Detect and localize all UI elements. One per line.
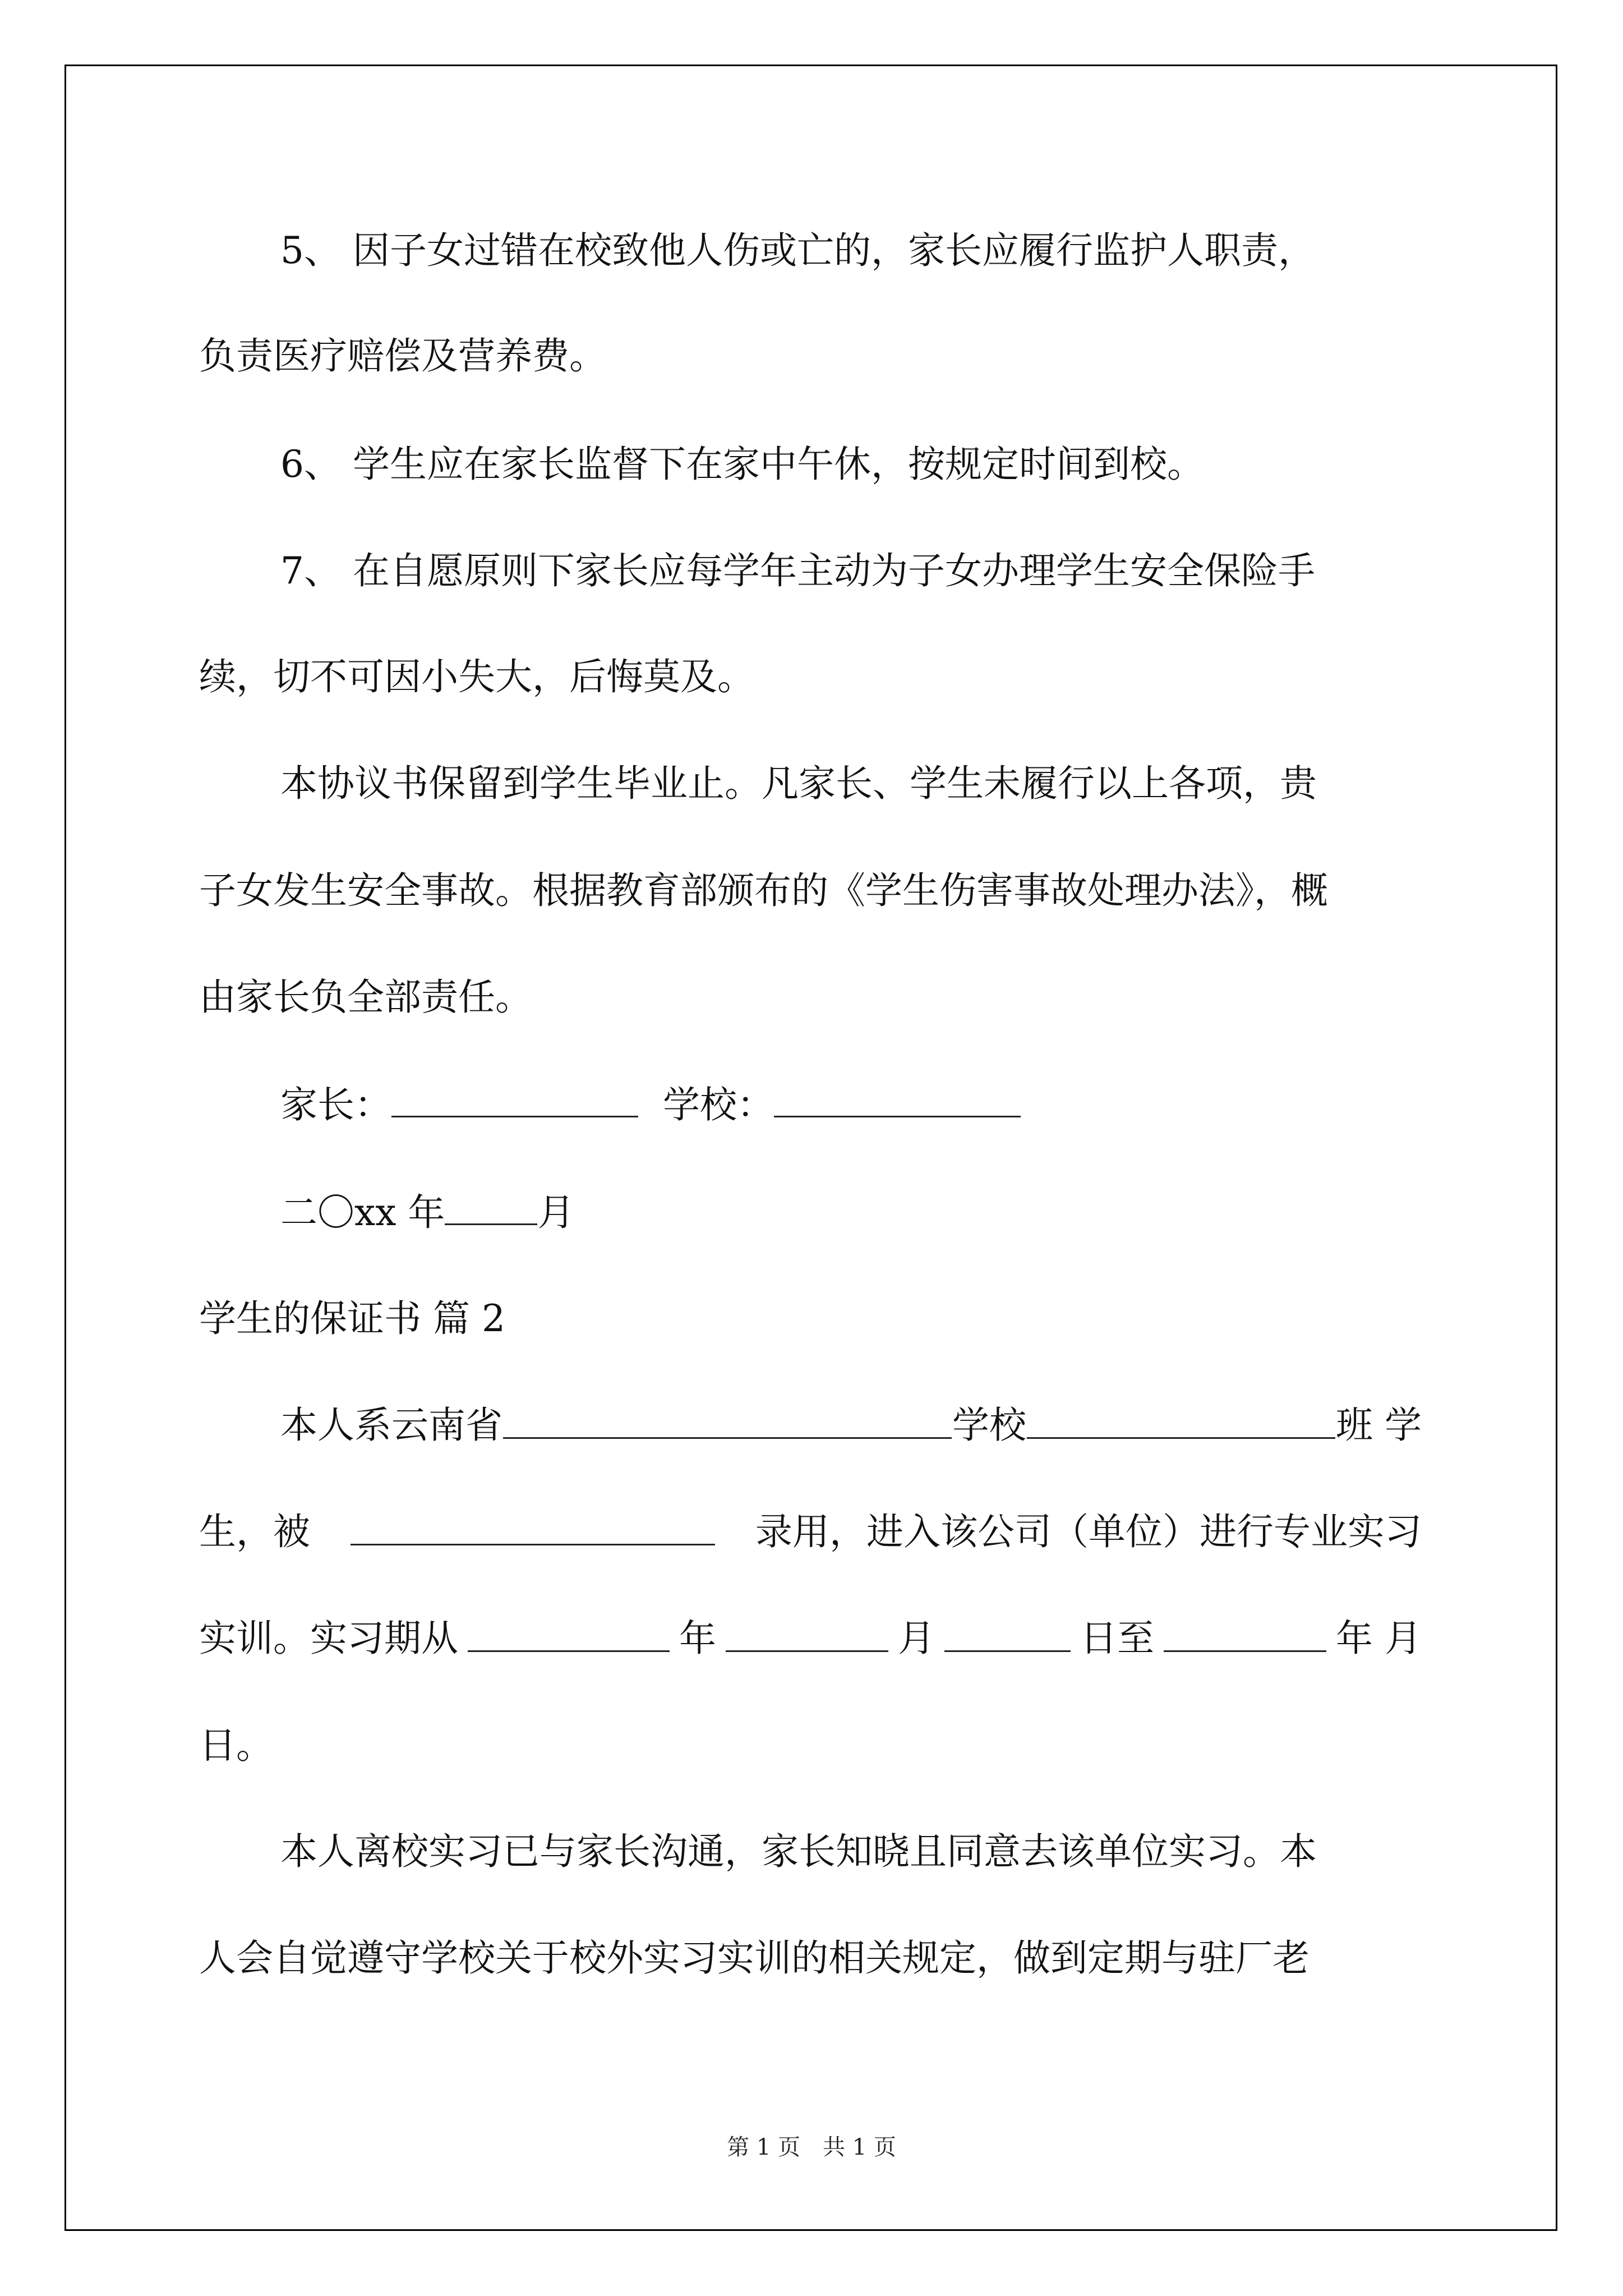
start-year-blank [468, 1620, 670, 1652]
parent-signature-blank [391, 1085, 638, 1117]
end-year-blank [1164, 1620, 1326, 1652]
pledge-line-4: 日。 [199, 1724, 273, 1767]
agreement-line-3: 由家长负全部责任。 [199, 976, 532, 1019]
class-blank [1027, 1407, 1335, 1439]
pledge-period-label: 实训。实习期从 [199, 1617, 458, 1660]
section-title: 学生的保证书 篇 2 [199, 1297, 505, 1340]
agreement-line-1: 本协议书保留到学生毕业止。凡家长、学生未履行以上各项，贵 [280, 762, 1317, 805]
clause-5-line-2: 负责医疗赔偿及营养费。 [199, 334, 606, 378]
pledge-year-label: 年 [679, 1617, 716, 1660]
start-day-blank [944, 1620, 1071, 1652]
pledge-school-label: 学校 [952, 1404, 1026, 1447]
start-month-blank [726, 1620, 888, 1652]
pledge-line-2 [199, 1510, 1422, 1553]
school-name-blank [503, 1407, 952, 1439]
pledge-hired-text: 录用，进入该公司（单位）进行专业实习 [755, 1510, 1422, 1553]
pledge-month-label: 月 [898, 1617, 935, 1660]
signature-line [280, 1085, 1021, 1124]
clause-5-line-1: 5、 因子女过错在校致他人伤或亡的，家长应履行监护人职责， [280, 229, 1315, 272]
clause-6-line-1: 6、 学生应在家长监督下在家中午休，按规定时间到校。 [280, 443, 1204, 486]
parent-label: 家长： [280, 1083, 391, 1126]
date-year: 二〇xx 年 [280, 1191, 445, 1234]
agreement-line-2: 子女发生安全事故。根据教育部颁布的《学生伤害事故处理办法》，概 [199, 869, 1328, 912]
company-blank [351, 1513, 715, 1545]
page-number: 第 1 页 [727, 2134, 800, 2160]
pledge-end-label: 年 月 [1336, 1617, 1422, 1660]
consent-line-1: 本人离校实习已与家长沟通，家长知晓且同意去该单位实习。本 [280, 1830, 1317, 1873]
pledge-line-1 [280, 1404, 1422, 1447]
date-month-blank [445, 1193, 537, 1225]
clause-7-line-2: 续，切不可因小失大，后悔莫及。 [199, 655, 754, 698]
page-footer [0, 2129, 1623, 2161]
consent-line-2: 人会自觉遵守学校关于校外实习实训的相关规定，做到定期与驻厂老 [199, 1936, 1310, 1980]
page-total: 共 1 页 [823, 2134, 896, 2160]
pledge-to-label: 日至 [1080, 1617, 1154, 1660]
date-line [280, 1191, 575, 1234]
date-month: 月 [537, 1191, 575, 1234]
school-label: 学校： [663, 1083, 774, 1126]
pledge-line-3 [199, 1617, 1422, 1660]
pledge-hired-by: 生，被 [199, 1510, 310, 1553]
clause-7-line-1: 7、 在自愿原则下家长应每学年主动为子女办理学生安全保险手 [280, 549, 1315, 592]
page-border [64, 65, 1557, 2231]
pledge-class-label: 班 学 [1336, 1404, 1422, 1447]
school-signature-blank [774, 1085, 1021, 1117]
pledge-province: 本人系云南省 [280, 1404, 502, 1447]
